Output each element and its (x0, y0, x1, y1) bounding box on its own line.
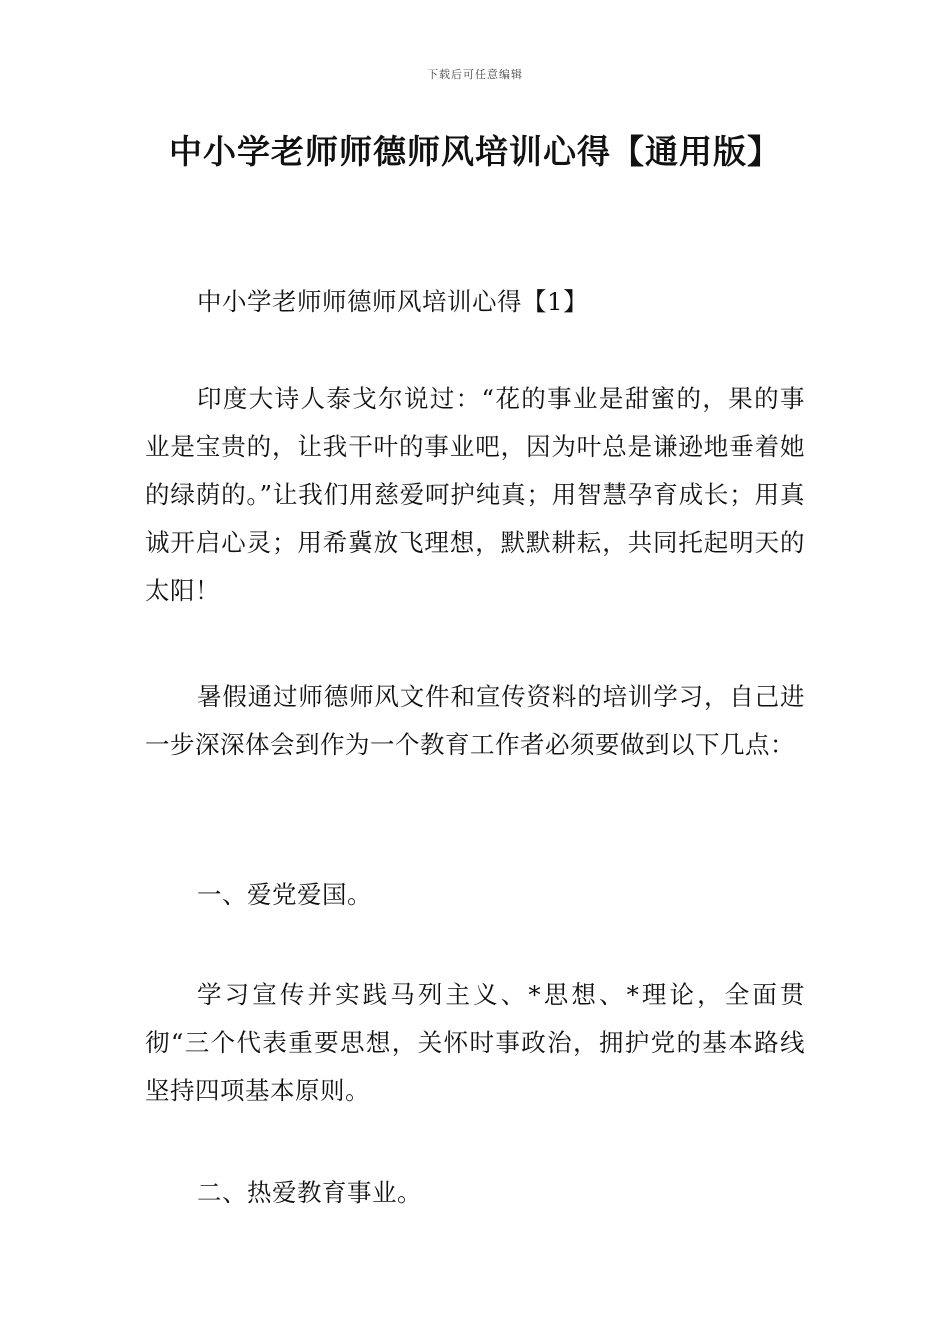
paragraph-summer-training: 暑假通过师德师风文件和宣传资料的培训学习，自己进一步深深体会到作为一个教育工作者必须要做到以下几点： (145, 682, 805, 759)
point-heading-love-party: 一、爱党爱国。 (197, 880, 372, 909)
paragraph-tagore-quote: 印度大诗人泰戈尔说过：“花的事业是甜蜜的，果的事业是宝贵的，让我干叶的事业吧，因为叶总是谦逊地垂着她的绿荫的。”让我们用慈爱呵护纯真；用智慧孕育成长；用真诚开启心灵；用希冀放飞理想，默默耕耘，共同托起明天的太阳！ (145, 384, 805, 605)
header-note: 下载后可任意编辑 (427, 68, 523, 81)
paragraph-study-theory: 学习宣传并实践马列主义、*思想、*理论，全面贯彻“三个代表重要思想，关怀时事政治，拥护党的基本路线坚持四项基本原则。 (145, 980, 805, 1105)
section-heading-1: 中小学老师师德师风培训心得【1】 (197, 287, 589, 316)
point-heading-love-education: 二、热爱教育事业。 (197, 1178, 422, 1207)
document-title: 中小学老师师德师风培训心得【通用版】 (169, 132, 781, 171)
